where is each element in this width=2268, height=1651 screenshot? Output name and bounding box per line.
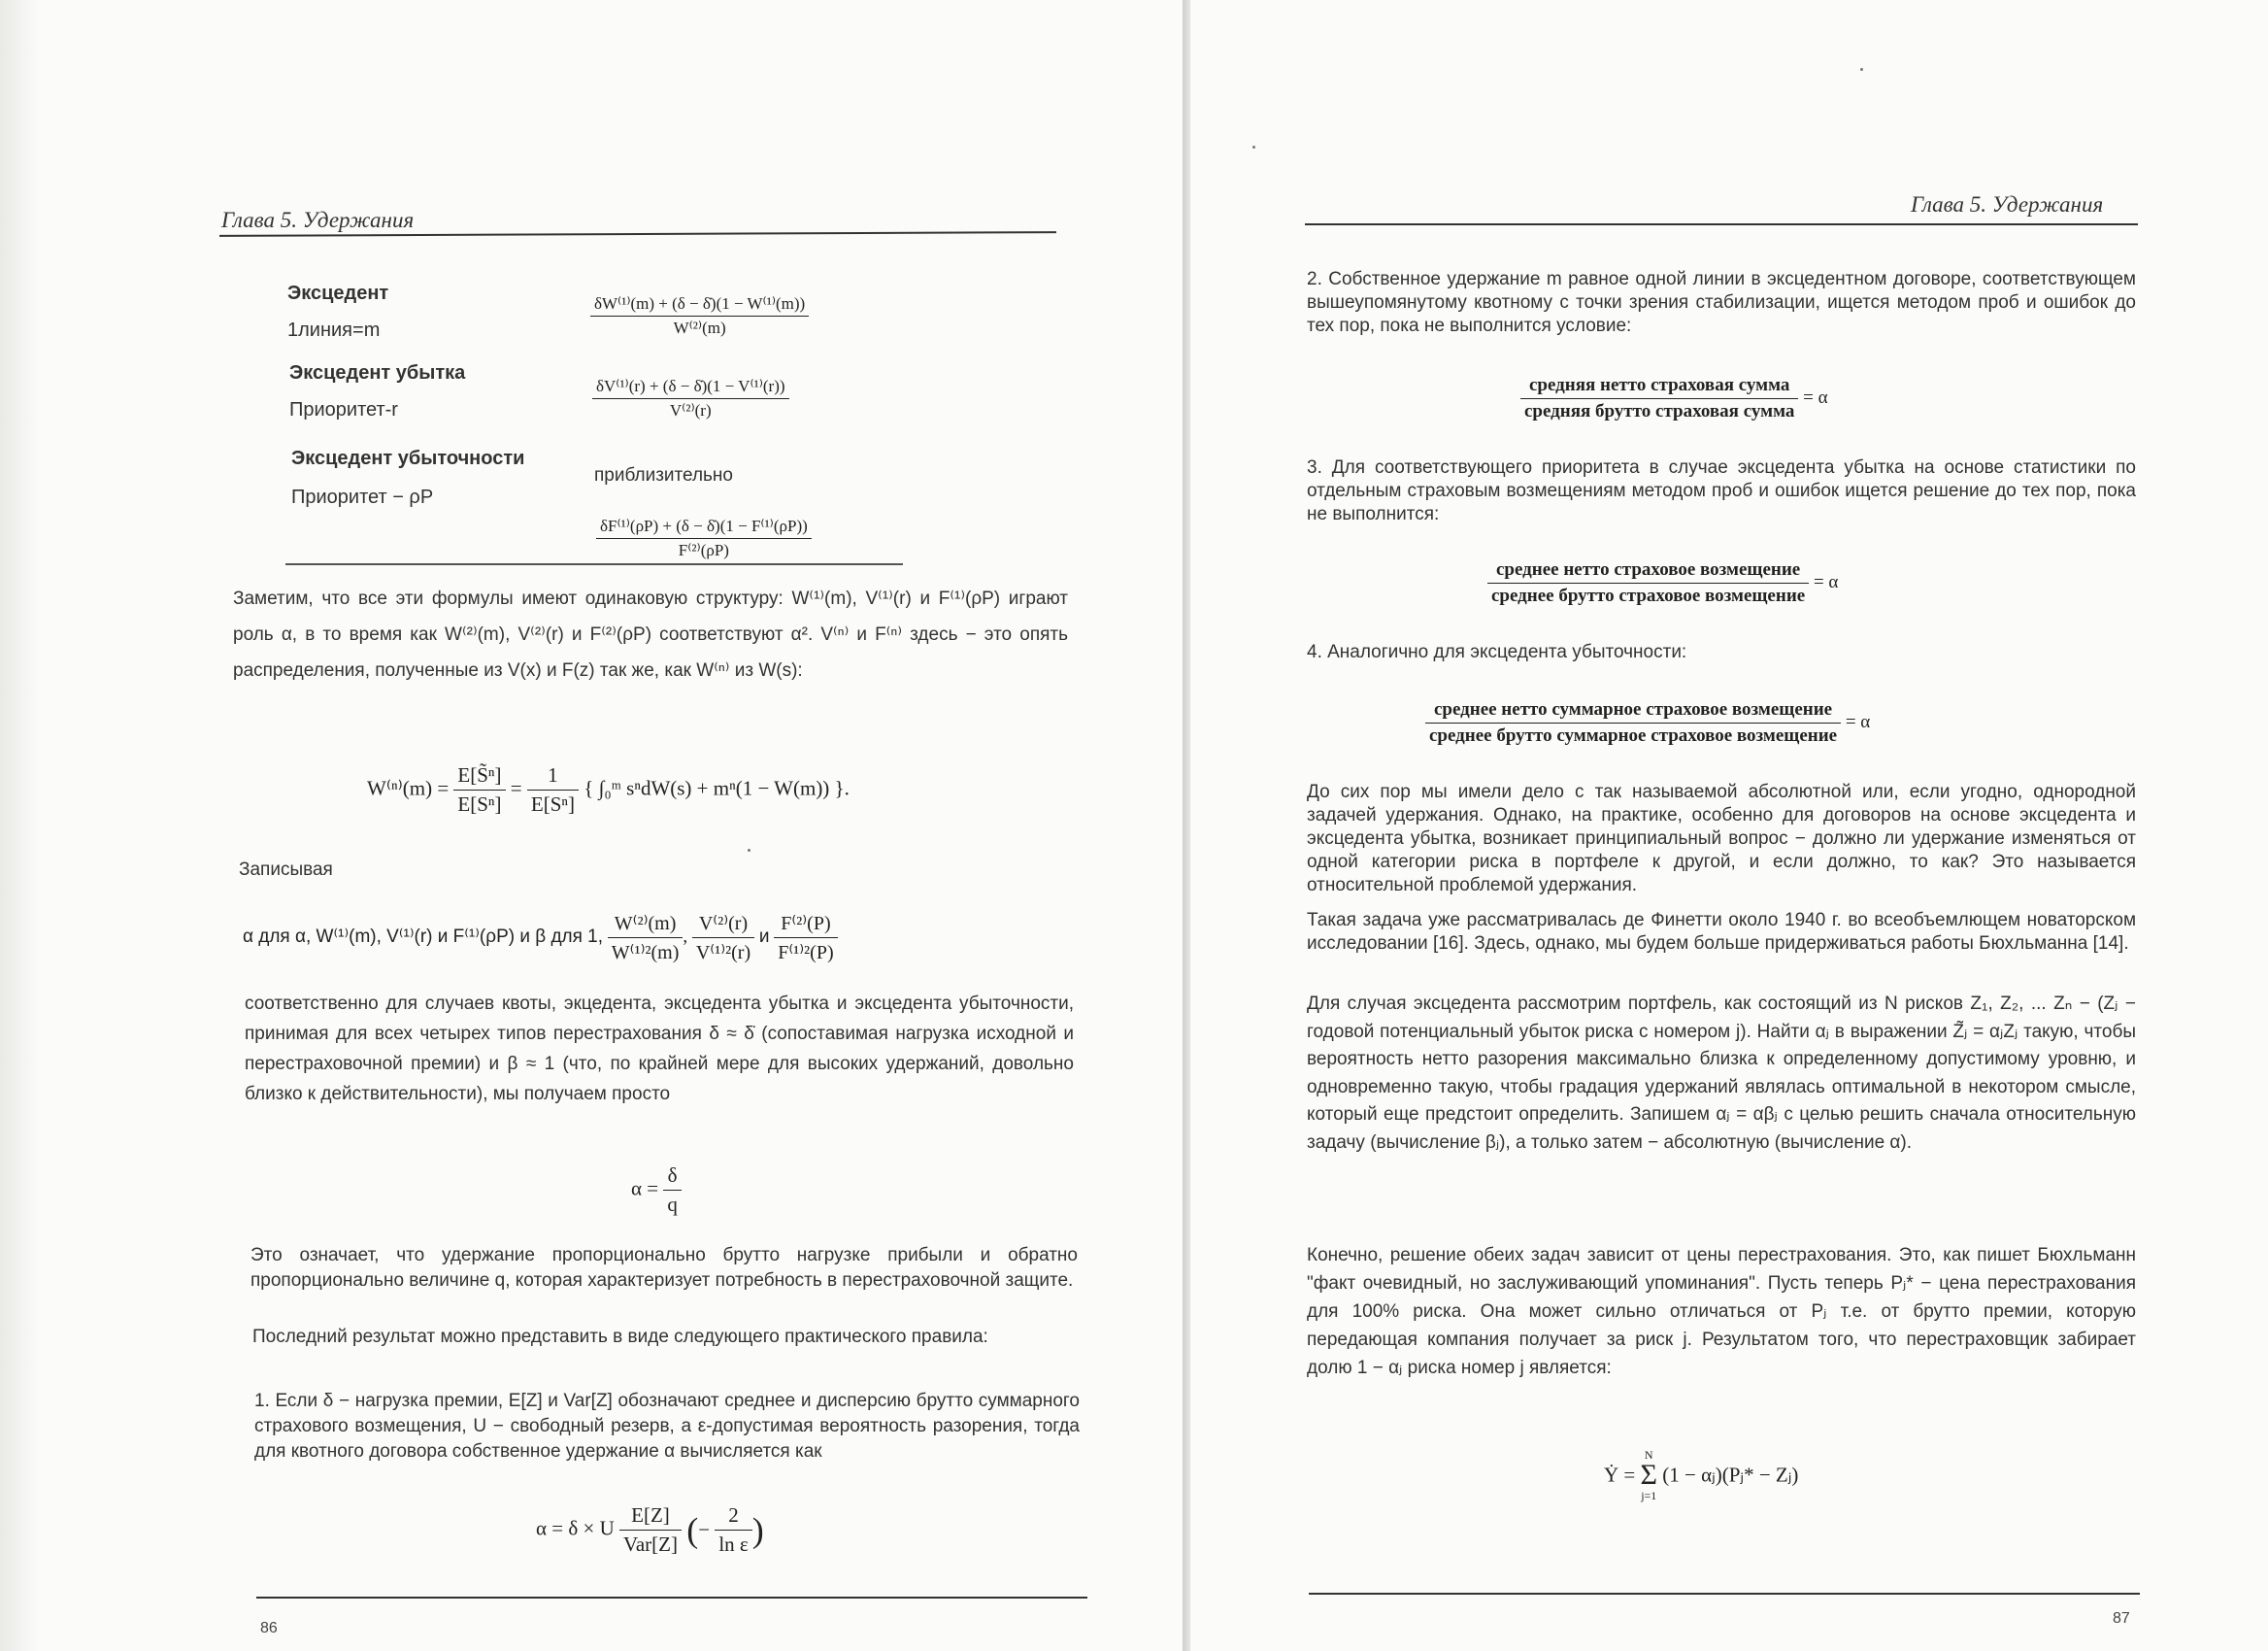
equation-reinsurer-result: [1604, 1449, 1798, 1501]
table-row-1-num: δW⁽¹⁾(m) + (δ − δ̇)(1 − W⁽¹⁾(m)): [590, 294, 809, 317]
right-paragraph-7: Конечно, решение обеих задач зависит от цены перестрахования. Это, как пишет Бюхльманн "факт очевидный, но заслуживающий упоминания". Пусть теперь Pⱼ* − цена перестрахования для 100% риска. Она может сильно отличаться от Pⱼ т.е. от брутто премии, которую передающая компания получает за риск j. Результатом того, что перестраховщик забирает долю 1 − αⱼ риска номер j является:: [1307, 1245, 2136, 1378]
eq3-inner-num: 2: [715, 1503, 751, 1531]
table-row-3-num: δF⁽¹⁾(ρP) + (δ − δ̇)(1 − F⁽¹⁾(ρP)): [596, 517, 812, 539]
table-row-2-sub: Приоритет-r: [289, 399, 398, 421]
table-row-3-note: приблизительно: [594, 465, 733, 486]
book-gutter: [1183, 0, 1190, 1651]
table-row-2-num: δV⁽¹⁾(r) + (δ − δ̇)(1 − V⁽¹⁾(r)): [592, 377, 789, 399]
eq2-lhs: α =: [631, 1176, 659, 1200]
eq1-frac1-den: E[Sⁿ]: [457, 792, 502, 816]
eq1-lhs: W⁽ⁿ⁾(m) =: [367, 776, 450, 800]
right-paragraph-3: 4. Аналогично для эксцедента убыточности:: [1307, 642, 1687, 662]
sum-top: N: [1644, 1448, 1653, 1462]
eq1-frac2-num: 1: [527, 763, 579, 791]
p3-frac2-num: V⁽²⁾(r): [692, 911, 754, 938]
f3-den: среднее брутто суммарное страховое возмещение: [1429, 725, 1838, 746]
formula-net-gross-sum: [1520, 375, 1828, 422]
p3-separator: ,: [683, 926, 688, 947]
right-footer-rule: [1309, 1593, 2140, 1595]
formula-net-gross-aggregate: [1425, 699, 1870, 747]
right-paragraph-6: Для случая эксцедента рассмотрим портфель, как состоящий из N рисков Z₁, Z₂, ... Zₙ − (Zⱼ − годовой потенциальный убыток риска с номером j). Найти αⱼ в выражении Z̃ⱼ = αⱼZⱼ такую, чтобы вероятность нетто разорения максимально близка к определенному допустимому уровню, и одновременно такую, чтобы градация удержаний являлась оптимальной в некотором смысле, который еще предстоит определить. Запишем αⱼ = αβⱼ с целью решить сначала относительную задачу (вычисление βⱼ), а только затем − абсолютную (вычисление α).: [1307, 994, 2136, 1153]
p3-frac3-den: F⁽¹⁾²(P): [778, 942, 834, 963]
right-paragraph-4: До сих пор мы имели дело с так называемой абсолютной или, если угодно, однородной задачей удержания. Однако, на практике, особенно для договоров на основе эксцедента и эксцедента убытка, возникает принципиальный вопрос − должно ли удержание изменяться от одной категории риска в портфеле к другой, и если должно, то как? Это называется относительной проблемой удержания.: [1307, 782, 2136, 895]
eq-lhs: Ẏ =: [1604, 1463, 1636, 1487]
eq1-frac2-den: E[Sⁿ]: [530, 792, 575, 816]
left-paragraph-5: Это означает, что удержание пропорционально брутто нагрузке прибыли и обратно пропорционально величине q, которая характеризует потребность в перестраховочной защите.: [250, 1245, 1078, 1291]
table-row-1-sub: 1линия=m: [287, 320, 381, 341]
left-paragraph-2: Записывая: [239, 859, 333, 880]
scan-speck: [1860, 68, 1863, 71]
table-row-3-title: Эксцедент убыточности: [291, 448, 525, 469]
equation-alpha-delta-q: [631, 1163, 682, 1217]
table-row-2-den: V⁽²⁾(r): [669, 401, 712, 420]
p3-frac2-den: V⁽¹⁾²(r): [695, 942, 751, 963]
p3-and: и: [758, 926, 770, 947]
right-paragraph-1: 2. Собственное удержание m равное одной линии в эксцедентном договоре, соответствующем вышеупомянутому квотному с точки зрения стабилизации, ищется методом проб и ошибок до тех пор, пока не выполнится условие:: [1307, 269, 2136, 336]
table-row-1-title: Эксцедент: [287, 283, 389, 304]
f2-eq: = α: [1813, 571, 1839, 592]
f1-eq: = α: [1803, 387, 1828, 408]
equation-w-n: W⁽ⁿ⁾(m) = $\frac{\text{E[S̃ⁿ]}}{\text{E[Sⁿ]}}$ = $\frac{1}{\text{E[Sⁿ]}}$ { ∫₀ᵐ sⁿdW(s) + mⁿ(1 − W(m)) }.: [367, 763, 850, 816]
eq1-rest: { ∫₀ᵐ sⁿdW(s) + mⁿ(1 − W(m)) }.: [584, 776, 850, 800]
table-row-2-formula: [592, 377, 789, 421]
eq3-den: Var[Z]: [623, 1533, 678, 1556]
left-page-number: [260, 1620, 278, 1628]
table-row-2-title: Эксцедент убытка: [289, 362, 466, 384]
p3-frac1-den: W⁽¹⁾²(m): [611, 942, 680, 963]
f1-den: средняя брутто страховая сумма: [1524, 401, 1795, 421]
left-footer-rule: [256, 1597, 1087, 1599]
table-row-3-sub: Приоритет − ρP: [291, 487, 434, 508]
alpha-beta-definition: [243, 911, 838, 964]
f2-den: среднее брутто страховое возмещение: [1491, 586, 1806, 606]
eq-rhs: (1 − αⱼ)(Pⱼ* − Zⱼ): [1662, 1463, 1799, 1487]
right-paragraph-2: 3. Для соответствующего приоритета в случае эксцедента убытка на основе статистики по отдельным страховым возмещениям методом проб и ошибок ищется решение до тех пор, пока не выполнится:: [1307, 457, 2136, 524]
table-row-3-formula: [596, 517, 812, 560]
eq3-num: E[Z]: [619, 1503, 682, 1531]
table-row-1-den: W⁽²⁾(m): [673, 319, 726, 337]
right-header-rule: [1305, 223, 2138, 225]
f1-num: средняя нетто страховая сумма: [1520, 375, 1798, 399]
right-page-number: [2113, 1610, 2130, 1618]
sum-operator: [1641, 1449, 1657, 1501]
eq3-inner-den: ln ε: [718, 1533, 749, 1556]
f3-num: среднее нетто суммарное страховое возмещение: [1425, 699, 1841, 724]
eq2-num: δ: [663, 1163, 682, 1191]
formula-net-gross-claim: [1487, 559, 1838, 607]
left-paragraph-4: соответственно для случаев квоты, экцедента, эксцедента убытка и эксцедента убыточности, принимая для всех четырех типов перестрахования δ ≈ δ̇ (сопоставимая нагрузка исходной и перестраховочной премии) и β ≈ 1 (что, по крайней мере для высоких удержаний, довольно близко к действительности), мы получаем просто: [245, 994, 1074, 1104]
right-running-head: Глава 5. Удержания: [1911, 192, 2104, 217]
table-row-1-formula: [590, 294, 809, 338]
sum-bottom: j=1: [1641, 1489, 1657, 1502]
p3-frac1-num: W⁽²⁾(m): [608, 911, 684, 938]
sum-sign: Σ: [1640, 1459, 1657, 1491]
table-bottom-rule: [285, 563, 903, 565]
equation-quota-retention: α = δ × U $\frac{E[Z]}{\text{Var[Z]}}$ (− $\frac{2}{\text{ln ε}}$ ): [536, 1503, 764, 1556]
left-paragraph-6: Последний результат можно представить в виде следующего практического правила:: [252, 1327, 988, 1347]
left-running-head: Глава 5. Удержания: [221, 208, 415, 232]
eq3-lhs: α = δ × U: [536, 1516, 615, 1540]
f2-num: среднее нетто страховое возмещение: [1487, 559, 1809, 584]
p3-prefix: α для α, W⁽¹⁾(m), V⁽¹⁾(r) и F⁽¹⁾(ρP) и β для 1,: [243, 926, 604, 947]
scan-speck: [1252, 146, 1255, 149]
left-paragraph-7: 1. Если δ − нагрузка премии, E[Z] и Var[Z] обозначают среднее и дисперсию брутто суммарного страхового возмещения, U − свободный резерв, а ε-допустимая вероятность разорения, тогда для квотного договора собственное удержание α вычисляется как: [254, 1391, 1080, 1462]
p3-frac3-num: F⁽²⁾(P): [774, 911, 837, 938]
table-row-3-den: F⁽²⁾(ρP): [678, 541, 729, 559]
scan-edge-shadow: [0, 0, 39, 1651]
left-paragraph-1: Заметим, что все эти формулы имеют одинаковую структуру: W⁽¹⁾(m), V⁽¹⁾(r) и F⁽¹⁾(ρP) играют роль α, в то время как W⁽²⁾(m), V⁽²⁾(r) и F⁽²⁾(ρP) соответствуют α². V⁽ⁿ⁾ и F⁽ⁿ⁾ здесь − это опять распределения, полученные из V(x) и F(z) так же, как W⁽ⁿ⁾ из W(s):: [233, 589, 1068, 681]
eq1-frac1-num: E[S̃ⁿ]: [453, 763, 505, 791]
scan-speck: [748, 849, 750, 852]
f3-eq: = α: [1845, 711, 1871, 732]
right-paragraph-5: Такая задача уже рассматривалась де Финетти около 1940 г. во всеобъемлющем новаторском исследовании [16]. Здесь, однако, мы будем больше придерживаться работы Бюхльманна [14].: [1307, 910, 2136, 954]
eq2-den: q: [667, 1193, 678, 1216]
